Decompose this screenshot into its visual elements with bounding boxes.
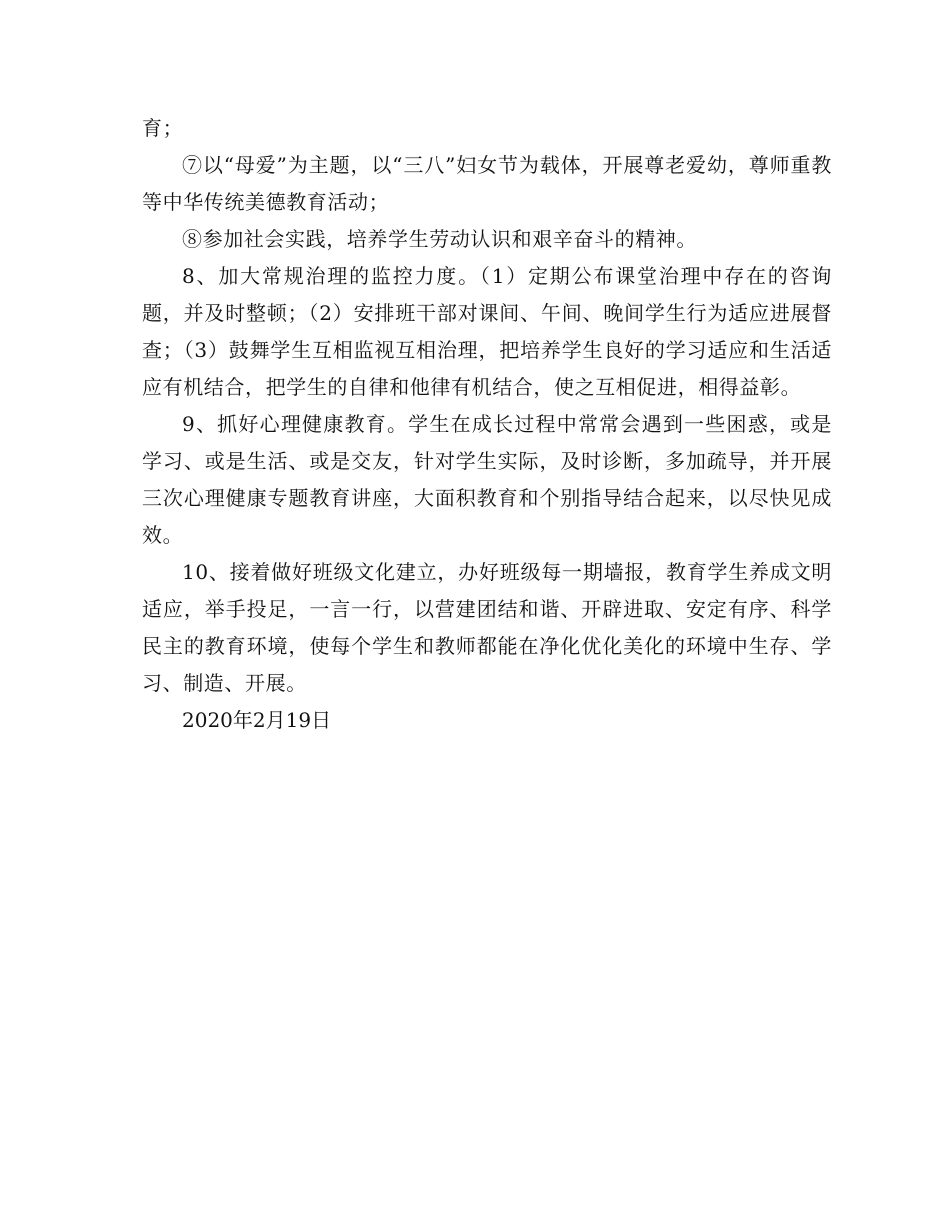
paragraph-continued: 育；	[142, 116, 184, 140]
document-date: 2020年2月19日	[182, 708, 332, 732]
paragraph-item-7: ⑦以“母爱”为主题，以“三八”妇女节为载体，开展尊老爱幼，尊师重教等中华传统美德教育活动；	[142, 153, 832, 214]
paragraph-section-8: 8、加大常规治理的监控力度。（1）定期公布课堂治理中存在的咨询题，并及时整顿；（2）安排班干部对课间、午间、晚间学生行为适应进展督查；（3）鼓舞学生互相监视互相治理，把培养学生良好的学习适应和生活适应有机结合，把学生的自律和他律有机结合，使之互相促进，相得益彰。	[142, 264, 832, 399]
document-body	[142, 110, 832, 739]
paragraph-section-10: 10、接着做好班级文化建立，办好班级每一期墙报，教育学生养成文明适应，举手投足，一言一行，以营建团结和谐、开辟进取、安定有序、科学民主的教育环境，使每个学生和教师都能在净化优化美化的环境中生存、学习、制造、开展。	[142, 560, 832, 695]
paragraph-section-9: 9、抓好心理健康教育。学生在成长过程中常常会遇到一些困惑，或是学习、或是生活、或是交友，针对学生实际，及时诊断，多加疏导，并开展三次心理健康专题教育讲座，大面积教育和个别指导结合起来，以尽快见成效。	[142, 412, 832, 547]
paragraph-item-8: ⑧参加社会实践，培养学生劳动认识和艰辛奋斗的精神。	[182, 227, 697, 251]
